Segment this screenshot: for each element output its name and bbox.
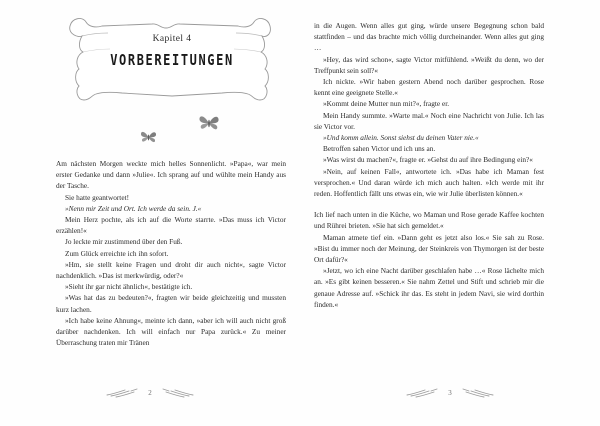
paragraph: Mein Herz pochte, als ich auf die Worte starrte. »Das muss ich Victor erzählen!«: [56, 215, 286, 236]
paragraph: Ich lief nach unten in die Küche, wo Maman und Rose gerade Kaffee kochten und Rührei brieten. »Sie hat sich gemeldet.«: [314, 210, 544, 231]
paragraph: Sie hatte geantwortet!: [65, 192, 130, 202]
paragraph: »Nenn mir Zeit und Ort. Ich werde da sein. J.«: [65, 203, 202, 213]
paragraph: »Hm, sie stellt keine Fragen und droht dir auch nicht«, sagte Victor nachdenklich. »Das ist merkwürdig, oder?«: [56, 259, 286, 281]
flourish-right-icon: [161, 388, 195, 398]
paragraph: Mein Handy summte. »Warte mal.« Noch eine Nachricht von Julie. Ich las sie Victor vor.: [314, 110, 544, 131]
paragraph: »Nein, auf keinen Fall«, antwortete ich. »Das habe ich Maman fest versprochen.« Und daran würde ich mich auch halten. »Ich werde mit ihr reden. Hoffentlich fällt uns etwas ein, wie wir Julie überlisten können.«: [314, 166, 544, 199]
paragraph: Ich nickte. »Wir haben gestern Abend noch darüber gesprochen. Rose kennt eine geeignete Stelle.«: [314, 77, 544, 98]
paragraph: Jo leckte mir zustimmend über den Fuß.: [65, 237, 183, 247]
paragraph: »Kommt deine Mutter nun mit?«, fragte er.: [323, 99, 450, 109]
chapter-title: VORBEREITUNGEN: [110, 51, 234, 69]
page-number: 3: [448, 388, 452, 397]
left-page-folio: [0, 386, 300, 400]
right-page-body: [314, 0, 544, 310]
right-page: [300, 0, 600, 426]
paragraph: Zum Glück erreichte ich ihn sofort.: [65, 248, 169, 258]
butterfly-icon-small: [140, 130, 157, 150]
paragraph: »Was wirst du machen?«, fragte er. »Gehst du auf ihre Bedingung ein?«: [323, 155, 533, 165]
chapter-banner: [56, 12, 288, 112]
paragraph: »Hey, das wird schon«, sagte Victor mitfühlend. »Weißt du denn, wo der Treffpunkt sein soll?«: [314, 54, 544, 75]
paragraph: Am nächsten Morgen weckte mich helles Sonnenlicht. »Papa«, war mein erster Gedanke und dann »Julie«. Ich sprang auf und wühlte mein Handy aus der Tasche.: [56, 159, 286, 191]
paragraph: Betroffen sahen Victor und ich uns an.: [323, 144, 436, 154]
flourish-right-icon: [461, 388, 495, 398]
right-page-folio: [300, 386, 600, 400]
paragraph: in die Augen. Wenn alles gut ging, würde unsere Begegnung schon bald stattfinden – und das brachte mich völlig durcheinander. Wenn alles gut ging …: [314, 21, 544, 53]
paragraph: »Was hat das zu bedeuten?«, fragten wir beide gleichzeitig und mussten kurz lachen.: [56, 293, 286, 314]
paragraph: »Ich habe keine Ahnung«, meinte ich dann, »aber ich will auch nicht groß darüber nachdenken. Ich will einfach nur Papa zurück.« Zu meiner Überraschung traten mir Tränen: [56, 315, 286, 348]
paragraph: Maman atmete tief ein. »Dann geht es jetzt also los.« Sie sah zu Rose. »Bist du immer noch der Meinung, der Steinkreis von Thymorgen ist der beste Ort dafür?«: [314, 232, 544, 265]
paragraph: »Sieht ihr gar nicht ähnlich«, bestätigte ich.: [65, 282, 193, 292]
left-page-body: [56, 158, 286, 348]
chapter-label: Kapitel 4: [152, 34, 192, 44]
paragraph: »Und komm allein. Sonst siehst du deinen Vater nie.«: [323, 133, 479, 143]
flourish-left-icon: [405, 388, 439, 398]
butterfly-decoration: [56, 112, 288, 158]
flourish-left-icon: [105, 388, 139, 398]
paragraph: »Jetzt, wo ich eine Nacht darüber geschlafen habe …« Rose lächelte mich an. »Es gibt keinen besseren.« Sie nahm Zettel und Stift und schrieb mir die genaue Adresse auf. »Schick ihr das. Es steht in jedem Navi, sie wird dorthin finden.«: [314, 266, 544, 309]
butterfly-icon-large: [198, 114, 220, 138]
chapter-heading-block: [56, 34, 288, 69]
page-number: 2: [148, 388, 152, 397]
